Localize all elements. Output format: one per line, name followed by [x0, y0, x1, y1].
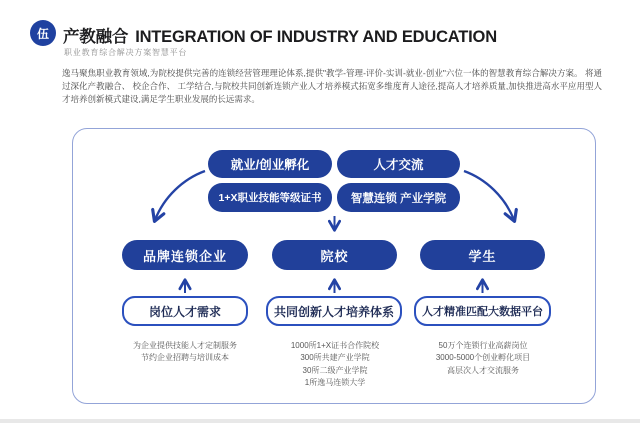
detail-line: 节约企业招聘与培训成本: [141, 353, 229, 363]
entity-button-brand-chain-enterprise: 品牌连锁企业: [122, 240, 248, 270]
detail-line: 3000-5000个创业孵化项目: [435, 353, 531, 363]
feature-box-job-talent-demand: 岗位人才需求: [122, 296, 248, 326]
detail-line: 30所二级产业学院: [302, 365, 368, 375]
program-box-talent-exchange: 人才交流: [337, 150, 460, 178]
entity-button-student: 学生: [420, 240, 545, 270]
entity-button-college: 院校: [272, 240, 397, 270]
feature-box-co-innovation-training: 共同创新人才培养体系: [266, 296, 402, 326]
program-box-smart-chain-college: 智慧连锁 产业学院: [337, 183, 460, 212]
page-title-en: INTEGRATION OF INDUSTRY AND EDUCATION: [135, 28, 497, 46]
page-bottom-edge: [0, 419, 640, 423]
page-subtitle: 职业教育综合解决方案智慧平台: [64, 48, 188, 57]
section-number-badge: 伍: [30, 20, 56, 46]
detail-line: 高层次人才交流服务: [447, 365, 519, 375]
feature-box-talent-matching-platform: 人才精准匹配大数据平台: [414, 296, 551, 326]
page-title: [63, 23, 497, 47]
program-box-1x-certificate: 1+X职业技能等级证书: [208, 183, 332, 212]
program-box-employment-incubation: 就业/创业孵化: [208, 150, 332, 178]
detail-line: 50万个连锁行业高薪岗位: [438, 341, 528, 350]
detail-line: 1所逸马连锁大学: [304, 378, 366, 388]
page-title-zh: 产教融合: [63, 28, 129, 46]
detail-line: 1000所1+X证书合作院校: [290, 341, 380, 350]
intro-paragraph: 逸马聚焦职业教育领域,为院校提供完善的连锁经营管理理论体系,提供"教学-管理-评价-实训-就业-创业"六位一体的智慧教育综合解决方案。 将通过深化产教融合、 校企合作、 工学结合,与院校共同创新连锁产业人才培养模式拓宽多维度育人途径,提高人才培养质量,加快推进高水平应用型人才培养创新模式建设,满足学生职业发展的长远需求。: [62, 68, 602, 104]
detail-list-student: [393, 340, 573, 377]
detail-line: 300所共建产业学院: [300, 353, 370, 363]
detail-line: 为企业提供技能人才定制服务: [133, 341, 237, 350]
